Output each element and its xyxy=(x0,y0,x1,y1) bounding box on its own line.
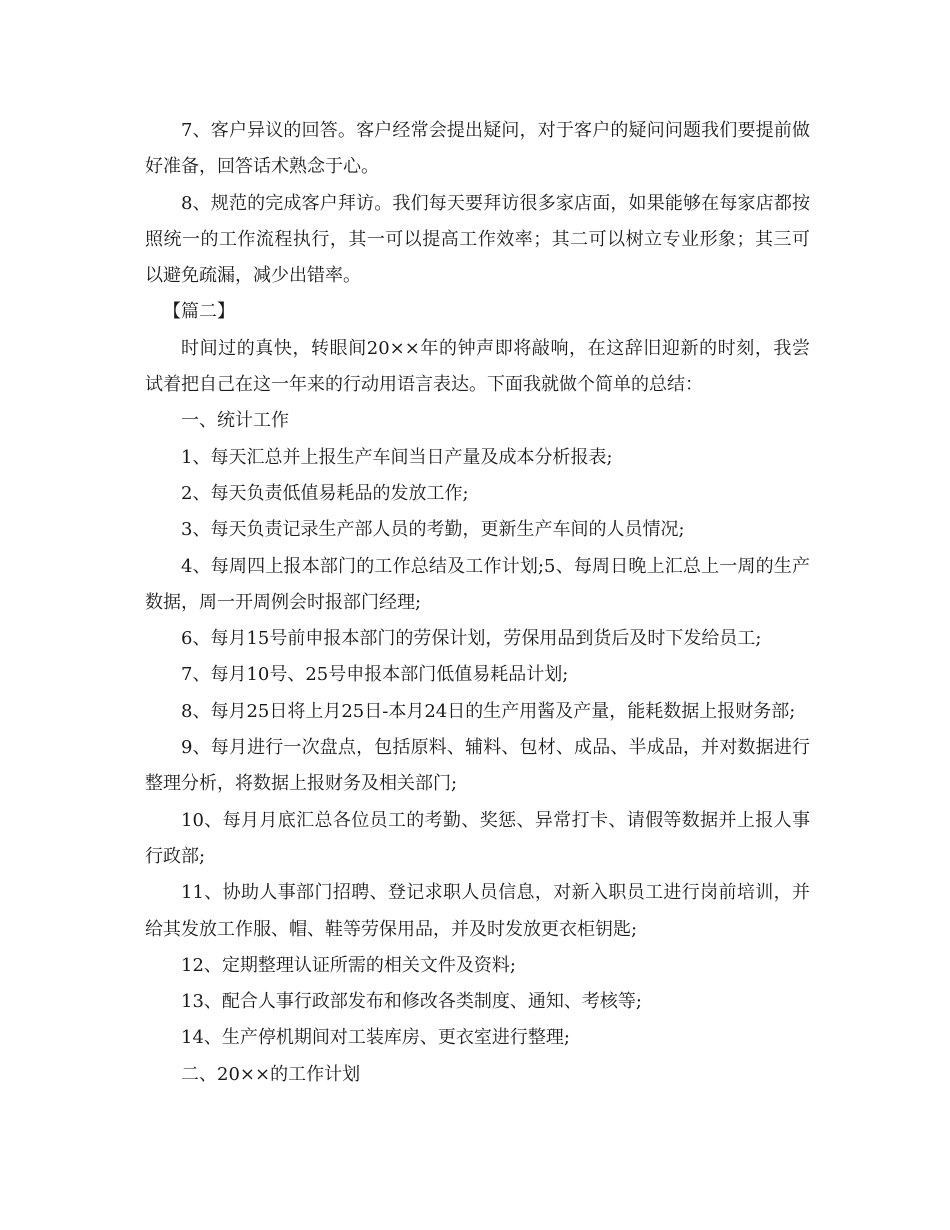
body-paragraph: 二、20××的工作计划 xyxy=(181,1063,361,1085)
body-paragraph: 1、每天汇总并上报生产车间当日产量及成本分析报表; xyxy=(181,446,613,468)
body-paragraph: 3、每天负责记录生产部人员的考勤，更新生产车间的人员情况; xyxy=(181,519,685,541)
body-paragraph: 4、每周四上报本部门的工作总结及工作计划;5、每周日晚上汇总上一周的生产数据，周一开周例会时报部门经理; xyxy=(145,555,810,613)
body-paragraph: 8、每月25日将上月25日-本月24日的生产用酱及产量，能耗数据上报财务部; xyxy=(181,700,796,722)
body-paragraph: 10、每月月底汇总各位员工的考勤、奖惩、异常打卡、请假等数据并上报人事行政部; xyxy=(145,809,810,867)
body-paragraph: 6、每月15号前申报本部门的劳保计划，劳保用品到货后及时下发给员工; xyxy=(181,628,762,650)
body-paragraph: 7、每月10号、25号申报本部门低值易耗品计划; xyxy=(181,664,569,686)
body-paragraph: 7、客户异议的回答。客户经常会提出疑问，对于客户的疑问问题我们要提前做好准备，回答话术熟念于心。 xyxy=(145,120,810,178)
body-paragraph: 8、规范的完成客户拜访。我们每天要拜访很多家店面，如果能够在每家店都按照统一的工作流程执行，其一可以提高工作效率；其二可以树立专业形象；其三可以避免疏漏，减少出错率。 xyxy=(145,192,810,287)
body-paragraph: 11、协助人事部门招聘、登记求职人员信息，对新入职员工进行岗前培训，并给其发放工作服、帽、鞋等劳保用品，并及时发放更衣柜钥匙; xyxy=(145,882,810,940)
body-paragraph: 9、每月进行一次盘点，包括原料、辅料、包材、成品、半成品，并对数据进行整理分析，将数据上报财务及相关部门; xyxy=(145,737,810,795)
body-paragraph: 2、每天负责低值易耗品的发放工作; xyxy=(181,482,469,504)
document-body xyxy=(145,113,810,1093)
section-heading: 【篇二】 xyxy=(163,301,235,323)
body-paragraph: 一、统计工作 xyxy=(181,410,289,432)
body-paragraph: 12、定期整理认证所需的相关文件及资料; xyxy=(181,954,516,976)
body-paragraph: 时间过的真快，转眼间20××年的钟声即将敲响，在这辞旧迎新的时刻，我尝试着把自己在这一年来的行动用语言表达。下面我就做个简单的总结： xyxy=(145,337,810,396)
body-paragraph: 13、配合人事行政部发布和修改各类制度、通知、考核等; xyxy=(181,991,642,1013)
body-paragraph: 14、生产停机期间对工装库房、更衣室进行整理; xyxy=(181,1027,570,1049)
